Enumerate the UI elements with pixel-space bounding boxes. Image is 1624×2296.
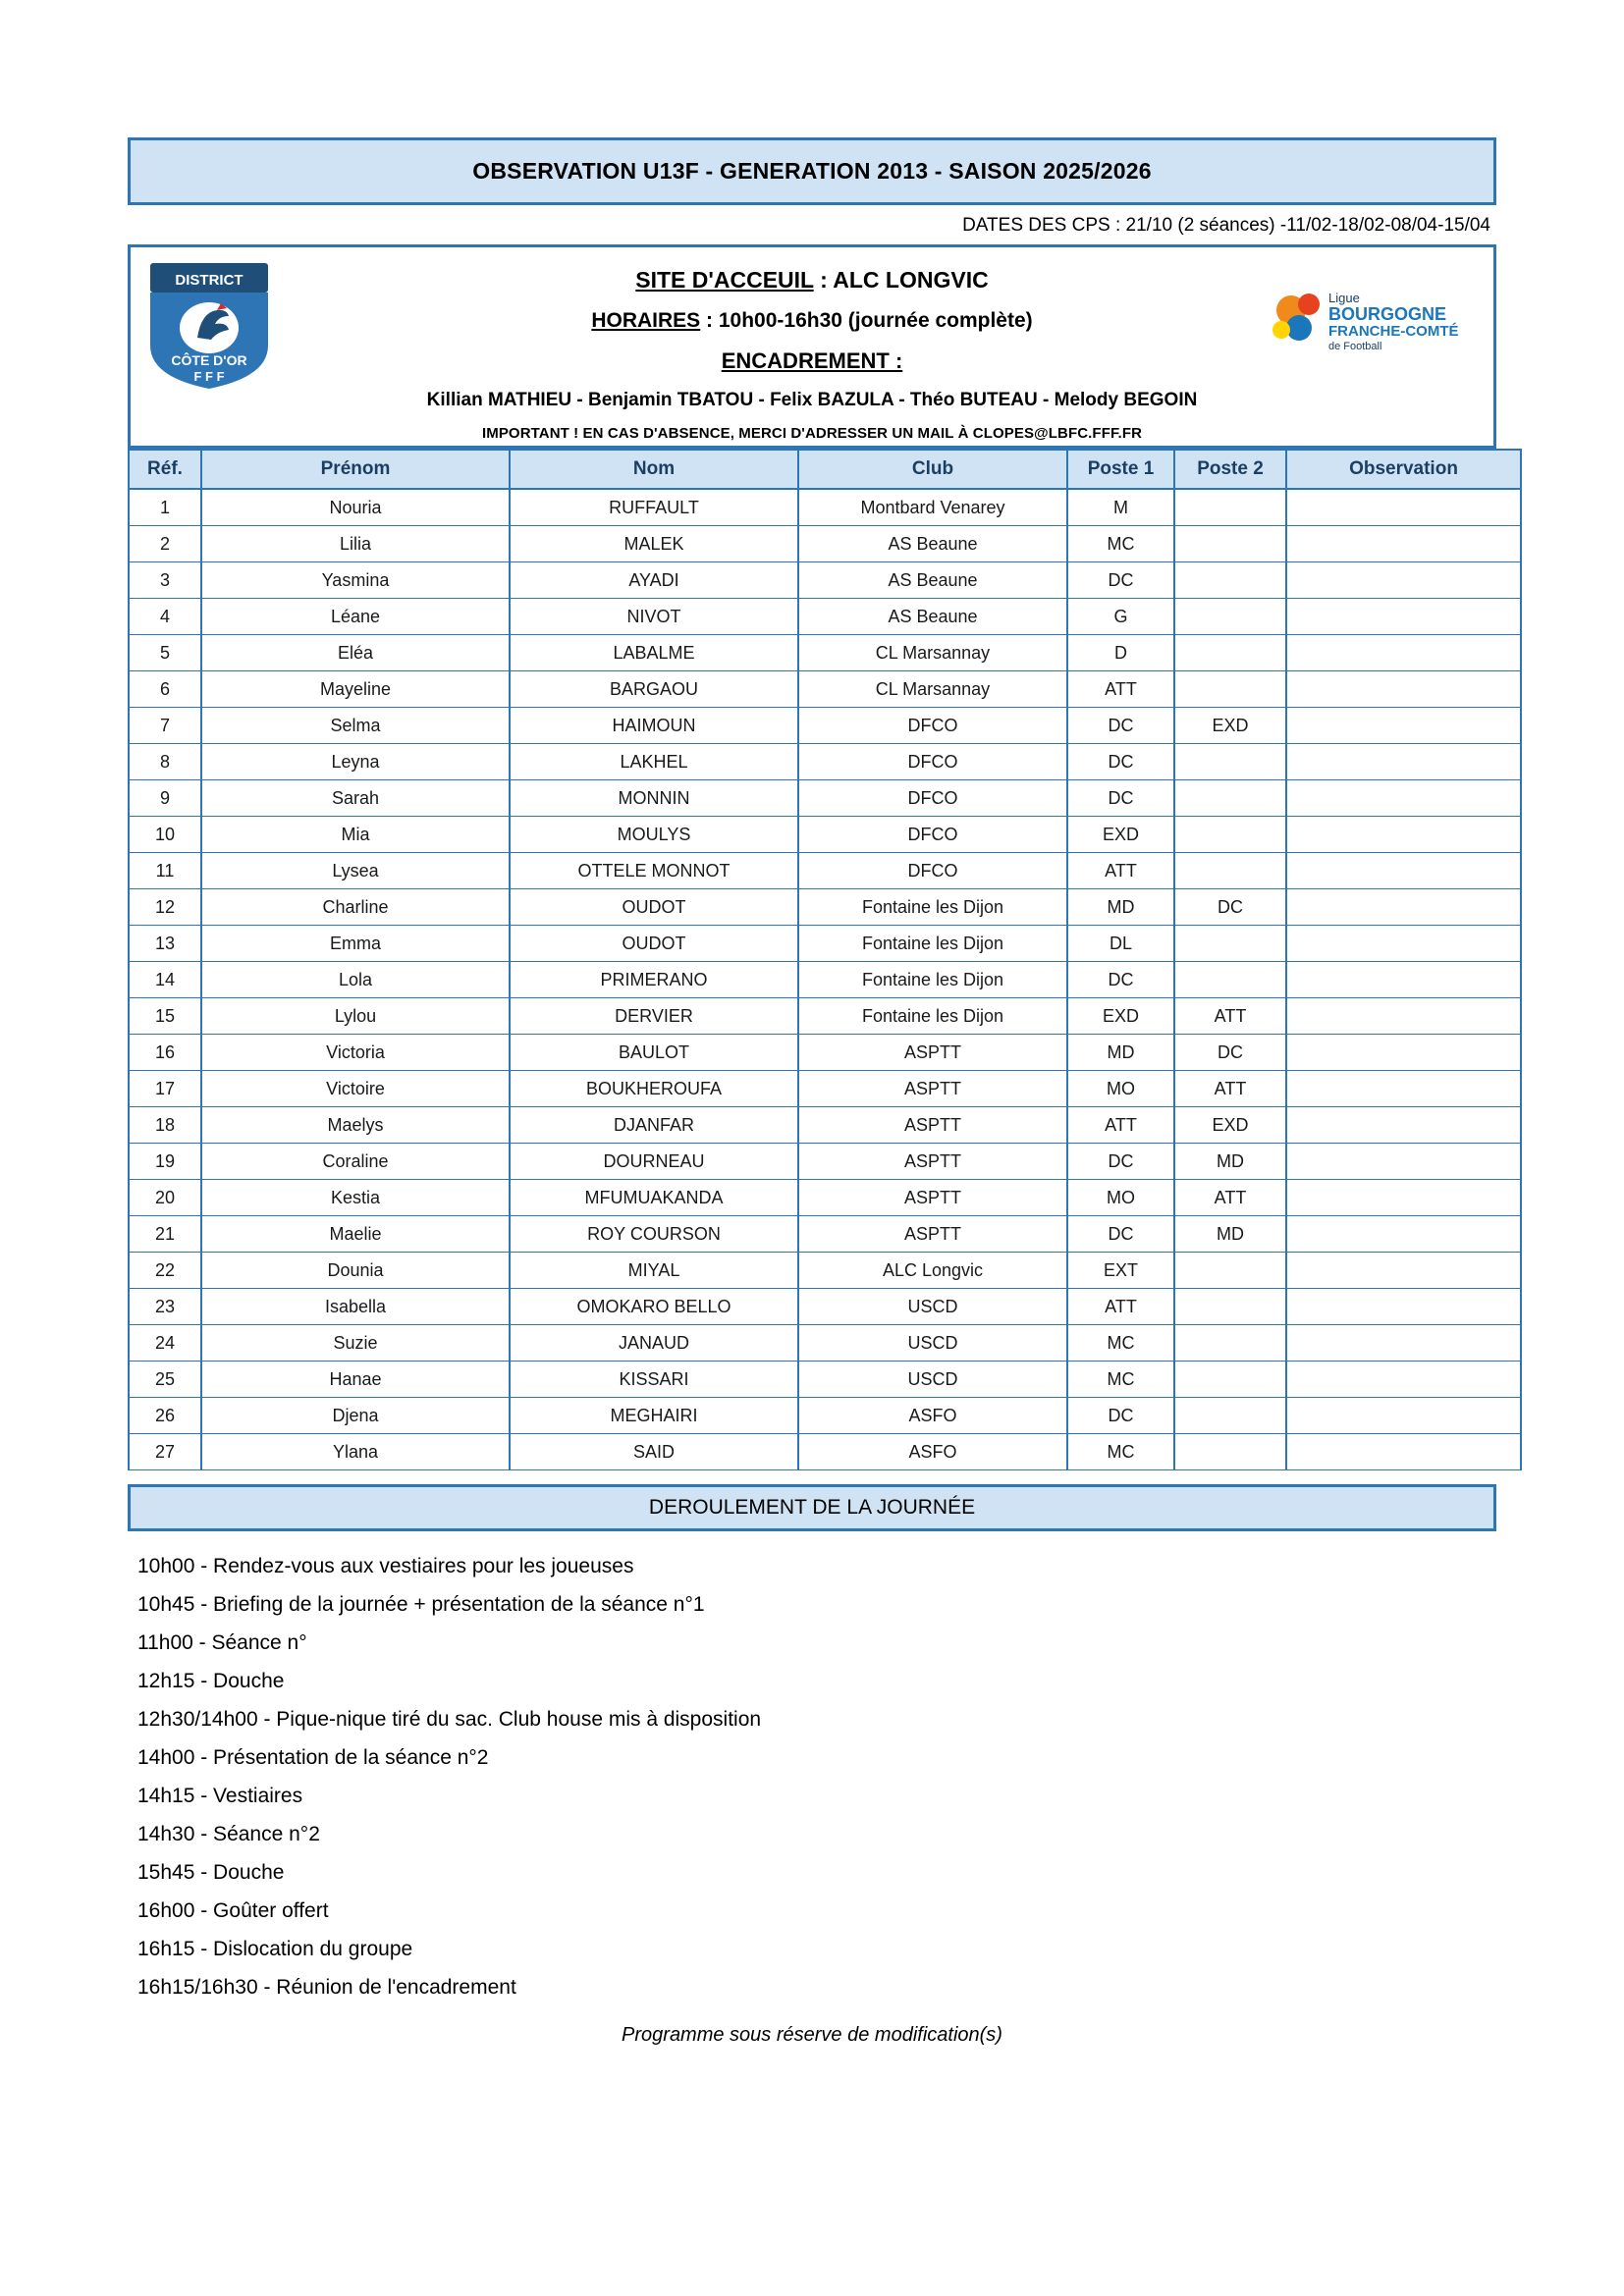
svg-text:de Football: de Football <box>1328 341 1382 352</box>
cell-ref: 5 <box>129 635 201 671</box>
cell-poste1: DC <box>1067 780 1174 817</box>
table-row <box>129 926 1521 962</box>
cell-ref: 17 <box>129 1071 201 1107</box>
col-header-ref: Réf. <box>129 450 201 489</box>
deroulement-heading: DEROULEMENT DE LA JOURNÉE <box>128 1484 1496 1531</box>
cell-nom: SAID <box>510 1434 798 1470</box>
cell-poste2: EXD <box>1174 1107 1286 1144</box>
cell-observation <box>1286 780 1521 817</box>
cell-club: Montbard Venarey <box>798 489 1067 526</box>
svg-text:Ligue: Ligue <box>1328 291 1360 305</box>
col-header-poste2: Poste 2 <box>1174 450 1286 489</box>
cell-nom: AYADI <box>510 562 798 599</box>
schedule-item: 16h15/16h30 - Réunion de l'encadrement <box>137 1976 516 1999</box>
table-row <box>129 599 1521 635</box>
cell-poste1: EXD <box>1067 998 1174 1035</box>
cell-nom: LAKHEL <box>510 744 798 780</box>
table-row <box>129 744 1521 780</box>
cell-poste1: ATT <box>1067 1107 1174 1144</box>
col-header-club: Club <box>798 450 1067 489</box>
district-cote-dor-crest-icon <box>148 261 270 391</box>
cell-observation <box>1286 526 1521 562</box>
cell-club: DFCO <box>798 853 1067 889</box>
cell-nom: NIVOT <box>510 599 798 635</box>
site-label: SITE D'ACCEUIL <box>635 267 814 293</box>
cell-nom: HAIMOUN <box>510 708 798 744</box>
cell-poste1: DC <box>1067 1144 1174 1180</box>
cell-nom: OUDOT <box>510 889 798 926</box>
table-row <box>129 1362 1521 1398</box>
cell-ref: 10 <box>129 817 201 853</box>
cell-nom: PRIMERANO <box>510 962 798 998</box>
staff-list: Killian MATHIEU - Benjamin TBATOU - Felix BAZULA - Théo BUTEAU - Melody BEGOIN <box>426 390 1198 410</box>
cell-ref: 3 <box>129 562 201 599</box>
cell-nom: OMOKARO BELLO <box>510 1289 798 1325</box>
cell-poste2: MD <box>1174 1216 1286 1253</box>
cell-club: USCD <box>798 1325 1067 1362</box>
svg-text:CÔTE D'OR: CÔTE D'OR <box>171 352 247 368</box>
schedule-item: 12h30/14h00 - Pique-nique tiré du sac. Club house mis à disposition <box>137 1708 762 1731</box>
cell-club: AS Beaune <box>798 562 1067 599</box>
cell-club: ASPTT <box>798 1035 1067 1071</box>
cell-observation <box>1286 1253 1521 1289</box>
cell-poste1: MC <box>1067 526 1174 562</box>
table-row <box>129 1434 1521 1470</box>
cell-club: USCD <box>798 1289 1067 1325</box>
cell-poste1: D <box>1067 635 1174 671</box>
table-row <box>129 1144 1521 1180</box>
cell-observation <box>1286 562 1521 599</box>
cell-club: AS Beaune <box>798 526 1067 562</box>
cell-club: ASFO <box>798 1434 1067 1470</box>
cell-prenom: Yasmina <box>201 562 510 599</box>
cell-ref: 4 <box>129 599 201 635</box>
cell-prenom: Leyna <box>201 744 510 780</box>
cell-prenom: Ylana <box>201 1434 510 1470</box>
cell-ref: 9 <box>129 780 201 817</box>
schedule-item: 14h15 - Vestiaires <box>137 1785 303 1807</box>
cell-poste1: DC <box>1067 708 1174 744</box>
cell-poste2 <box>1174 780 1286 817</box>
cell-ref: 15 <box>129 998 201 1035</box>
cell-ref: 26 <box>129 1398 201 1434</box>
cell-observation <box>1286 817 1521 853</box>
cell-poste2 <box>1174 817 1286 853</box>
cell-nom: MONNIN <box>510 780 798 817</box>
schedule-item: 16h15 - Dislocation du groupe <box>137 1938 413 1960</box>
cell-club: DFCO <box>798 780 1067 817</box>
cell-poste2: ATT <box>1174 1180 1286 1216</box>
cell-poste1: ATT <box>1067 853 1174 889</box>
cell-prenom: Mayeline <box>201 671 510 708</box>
players-table <box>128 449 1522 1470</box>
cell-poste1: MO <box>1067 1180 1174 1216</box>
cell-observation <box>1286 998 1521 1035</box>
cell-ref: 21 <box>129 1216 201 1253</box>
cell-ref: 22 <box>129 1253 201 1289</box>
cell-club: Fontaine les Dijon <box>798 889 1067 926</box>
cell-observation <box>1286 635 1521 671</box>
col-header-prenom: Prénom <box>201 450 510 489</box>
cell-ref: 2 <box>129 526 201 562</box>
svg-text:DISTRICT: DISTRICT <box>175 272 244 289</box>
header-block <box>128 244 1496 449</box>
table-row <box>129 780 1521 817</box>
cell-poste1: M <box>1067 489 1174 526</box>
cell-club: DFCO <box>798 744 1067 780</box>
cell-poste2 <box>1174 526 1286 562</box>
cell-nom: DERVIER <box>510 998 798 1035</box>
cell-nom: DJANFAR <box>510 1107 798 1144</box>
cell-poste2 <box>1174 1362 1286 1398</box>
cell-nom: MOULYS <box>510 817 798 853</box>
cell-club: ASPTT <box>798 1071 1067 1107</box>
cell-observation <box>1286 1035 1521 1071</box>
cell-prenom: Hanae <box>201 1362 510 1398</box>
cell-poste1: DC <box>1067 562 1174 599</box>
cell-ref: 6 <box>129 671 201 708</box>
cell-observation <box>1286 1071 1521 1107</box>
cell-ref: 1 <box>129 489 201 526</box>
cell-poste2: ATT <box>1174 998 1286 1035</box>
dates-line: DATES DES CPS : 21/10 (2 séances) -11/02-18/02-08/04-15/04 <box>962 215 1490 236</box>
cell-club: ASPTT <box>798 1144 1067 1180</box>
cell-prenom: Lilia <box>201 526 510 562</box>
cell-nom: ROY COURSON <box>510 1216 798 1253</box>
table-row <box>129 1071 1521 1107</box>
table-row <box>129 562 1521 599</box>
horaires-line <box>376 309 1248 333</box>
cell-poste2 <box>1174 635 1286 671</box>
cell-poste1: EXT <box>1067 1253 1174 1289</box>
table-row <box>129 1289 1521 1325</box>
cell-nom: BAULOT <box>510 1035 798 1071</box>
cell-prenom: Charline <box>201 889 510 926</box>
cell-observation <box>1286 1216 1521 1253</box>
cell-club: ASPTT <box>798 1107 1067 1144</box>
cell-ref: 7 <box>129 708 201 744</box>
cell-observation <box>1286 962 1521 998</box>
table-row <box>129 1107 1521 1144</box>
cell-ref: 25 <box>129 1362 201 1398</box>
col-header-nom: Nom <box>510 450 798 489</box>
cell-observation <box>1286 889 1521 926</box>
players-table-body <box>129 489 1521 1470</box>
schedule-item: 14h30 - Séance n°2 <box>137 1823 320 1845</box>
cell-poste1: ATT <box>1067 671 1174 708</box>
table-row <box>129 1253 1521 1289</box>
cell-poste1: DC <box>1067 744 1174 780</box>
cell-prenom: Eléa <box>201 635 510 671</box>
cell-nom: LABALME <box>510 635 798 671</box>
cell-observation <box>1286 1398 1521 1434</box>
cell-ref: 8 <box>129 744 201 780</box>
cell-nom: KISSARI <box>510 1362 798 1398</box>
cell-club: ALC Longvic <box>798 1253 1067 1289</box>
table-row <box>129 671 1521 708</box>
cell-poste2 <box>1174 1398 1286 1434</box>
cell-ref: 16 <box>129 1035 201 1071</box>
table-header-row <box>129 450 1521 489</box>
cell-nom: RUFFAULT <box>510 489 798 526</box>
ligue-bourgogne-franche-comte-logo-icon <box>1266 281 1478 357</box>
cell-poste2 <box>1174 562 1286 599</box>
cell-prenom: Djena <box>201 1398 510 1434</box>
schedule-item: 11h00 - Séance n° <box>137 1631 307 1654</box>
cell-poste1: DL <box>1067 926 1174 962</box>
cell-prenom: Lola <box>201 962 510 998</box>
cell-ref: 14 <box>129 962 201 998</box>
svg-text:FRANCHE-COMTÉ: FRANCHE-COMTÉ <box>1328 323 1459 340</box>
cell-nom: BOUKHEROUFA <box>510 1071 798 1107</box>
cell-ref: 13 <box>129 926 201 962</box>
cell-nom: MEGHAIRI <box>510 1398 798 1434</box>
cell-prenom: Léane <box>201 599 510 635</box>
cell-poste2 <box>1174 1434 1286 1470</box>
table-row <box>129 817 1521 853</box>
footnote: Programme sous réserve de modification(s) <box>622 2024 1002 2046</box>
svg-text:BOURGOGNE: BOURGOGNE <box>1328 304 1447 324</box>
horaires-label: HORAIRES <box>591 309 701 332</box>
cell-prenom: Maelys <box>201 1107 510 1144</box>
cell-poste1: MC <box>1067 1434 1174 1470</box>
schedule-item: 10h00 - Rendez-vous aux vestiaires pour les joueuses <box>137 1555 634 1577</box>
cell-poste2: DC <box>1174 1035 1286 1071</box>
cell-observation <box>1286 1434 1521 1470</box>
cell-nom: MALEK <box>510 526 798 562</box>
cell-ref: 11 <box>129 853 201 889</box>
schedule-item: 12h15 - Douche <box>137 1670 285 1692</box>
svg-text:F F F: F F F <box>193 369 225 384</box>
cell-poste2: EXD <box>1174 708 1286 744</box>
cell-nom: MFUMUAKANDA <box>510 1180 798 1216</box>
cell-poste2 <box>1174 1325 1286 1362</box>
cell-ref: 12 <box>129 889 201 926</box>
table-row <box>129 1398 1521 1434</box>
cell-prenom: Victoria <box>201 1035 510 1071</box>
cell-observation <box>1286 853 1521 889</box>
cell-observation <box>1286 708 1521 744</box>
cell-observation <box>1286 599 1521 635</box>
cell-observation <box>1286 1325 1521 1362</box>
table-row <box>129 526 1521 562</box>
cell-poste2 <box>1174 962 1286 998</box>
cell-ref: 23 <box>129 1289 201 1325</box>
cell-prenom: Suzie <box>201 1325 510 1362</box>
cell-observation <box>1286 1289 1521 1325</box>
cell-ref: 19 <box>129 1144 201 1180</box>
cell-prenom: Emma <box>201 926 510 962</box>
site-value: : ALC LONGVIC <box>813 267 989 293</box>
page-title: OBSERVATION U13F - GENERATION 2013 - SAISON 2025/2026 <box>128 137 1496 205</box>
cell-poste1: G <box>1067 599 1174 635</box>
cell-observation <box>1286 1107 1521 1144</box>
table-row <box>129 962 1521 998</box>
cell-ref: 20 <box>129 1180 201 1216</box>
cell-prenom: Selma <box>201 708 510 744</box>
cell-nom: JANAUD <box>510 1325 798 1362</box>
cell-prenom: Kestia <box>201 1180 510 1216</box>
cell-poste1: DC <box>1067 962 1174 998</box>
schedule-item: 14h00 - Présentation de la séance n°2 <box>137 1746 489 1769</box>
cell-club: Fontaine les Dijon <box>798 998 1067 1035</box>
cell-observation <box>1286 489 1521 526</box>
important-notice: IMPORTANT ! EN CAS D'ABSENCE, MERCI D'ADRESSER UN MAIL À CLOPES@LBFC.FFF.FR <box>481 425 1143 442</box>
cell-poste2 <box>1174 599 1286 635</box>
col-header-poste1: Poste 1 <box>1067 450 1174 489</box>
cell-poste2 <box>1174 853 1286 889</box>
cell-prenom: Lysea <box>201 853 510 889</box>
cell-poste1: MC <box>1067 1362 1174 1398</box>
site-line <box>376 267 1248 294</box>
cell-club: DFCO <box>798 817 1067 853</box>
cell-prenom: Dounia <box>201 1253 510 1289</box>
cell-club: CL Marsannay <box>798 635 1067 671</box>
horaires-value: : 10h00-16h30 (journée complète) <box>700 309 1033 332</box>
cell-club: AS Beaune <box>798 599 1067 635</box>
cell-poste1: MC <box>1067 1325 1174 1362</box>
cell-ref: 27 <box>129 1434 201 1470</box>
cell-nom: DOURNEAU <box>510 1144 798 1180</box>
cell-club: ASPTT <box>798 1180 1067 1216</box>
table-row <box>129 489 1521 526</box>
cell-poste2: DC <box>1174 889 1286 926</box>
cell-observation <box>1286 744 1521 780</box>
schedule-list <box>128 1547 1496 2006</box>
cell-poste1: DC <box>1067 1216 1174 1253</box>
cell-poste2 <box>1174 1289 1286 1325</box>
cell-nom: MIYAL <box>510 1253 798 1289</box>
cell-poste1: MO <box>1067 1071 1174 1107</box>
cell-ref: 18 <box>129 1107 201 1144</box>
cell-ref: 24 <box>129 1325 201 1362</box>
cell-club: CL Marsannay <box>798 671 1067 708</box>
cell-nom: OTTELE MONNOT <box>510 853 798 889</box>
encadrement-label: ENCADREMENT : <box>721 348 903 373</box>
table-row <box>129 708 1521 744</box>
cell-club: USCD <box>798 1362 1067 1398</box>
cell-poste1: MD <box>1067 889 1174 926</box>
table-row <box>129 998 1521 1035</box>
cell-poste1: EXD <box>1067 817 1174 853</box>
schedule-item: 16h00 - Goûter offert <box>137 1899 329 1922</box>
cell-prenom: Sarah <box>201 780 510 817</box>
cell-poste2 <box>1174 489 1286 526</box>
cell-prenom: Nouria <box>201 489 510 526</box>
cell-poste2 <box>1174 926 1286 962</box>
table-row <box>129 1325 1521 1362</box>
cell-poste1: ATT <box>1067 1289 1174 1325</box>
table-row <box>129 1216 1521 1253</box>
table-row <box>129 1035 1521 1071</box>
cell-poste2 <box>1174 744 1286 780</box>
cell-club: Fontaine les Dijon <box>798 926 1067 962</box>
cell-prenom: Maelie <box>201 1216 510 1253</box>
cell-prenom: Lylou <box>201 998 510 1035</box>
cell-prenom: Coraline <box>201 1144 510 1180</box>
schedule-item: 15h45 - Douche <box>137 1861 285 1884</box>
cell-prenom: Isabella <box>201 1289 510 1325</box>
schedule-item: 10h45 - Briefing de la journée + présentation de la séance n°1 <box>137 1593 705 1616</box>
cell-club: DFCO <box>798 708 1067 744</box>
table-row <box>129 889 1521 926</box>
cell-poste2 <box>1174 671 1286 708</box>
cell-observation <box>1286 926 1521 962</box>
cell-nom: OUDOT <box>510 926 798 962</box>
cell-club: ASFO <box>798 1398 1067 1434</box>
cell-club: Fontaine les Dijon <box>798 962 1067 998</box>
table-row <box>129 853 1521 889</box>
table-row <box>129 1180 1521 1216</box>
cell-poste2: MD <box>1174 1144 1286 1180</box>
cell-observation <box>1286 671 1521 708</box>
cell-club: ASPTT <box>798 1216 1067 1253</box>
cell-poste1: DC <box>1067 1398 1174 1434</box>
cell-observation <box>1286 1180 1521 1216</box>
cell-prenom: Victoire <box>201 1071 510 1107</box>
cell-nom: BARGAOU <box>510 671 798 708</box>
cell-observation <box>1286 1362 1521 1398</box>
table-row <box>129 635 1521 671</box>
cell-poste2: ATT <box>1174 1071 1286 1107</box>
cell-poste2 <box>1174 1253 1286 1289</box>
cell-observation <box>1286 1144 1521 1180</box>
cell-prenom: Mia <box>201 817 510 853</box>
col-header-observation: Observation <box>1286 450 1521 489</box>
cell-poste1: MD <box>1067 1035 1174 1071</box>
